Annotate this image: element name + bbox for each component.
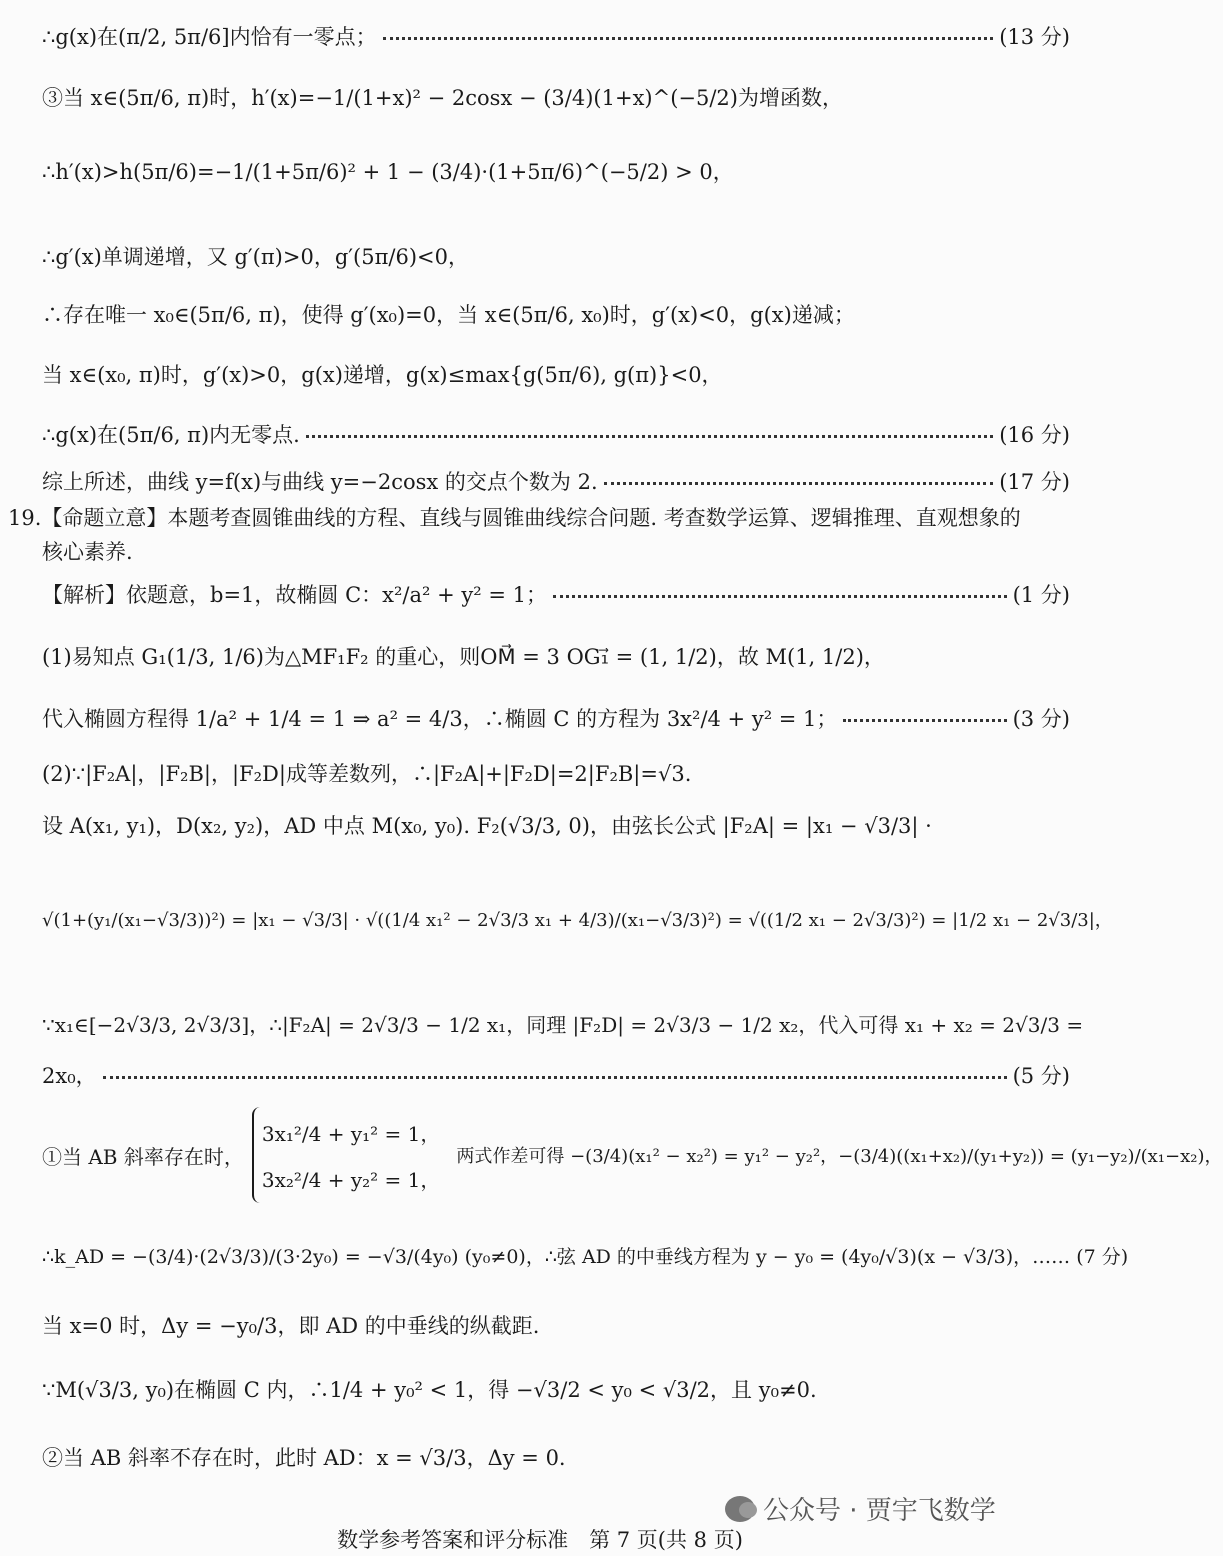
math-text: 核心素养. [42,540,133,564]
solution-line [0,290,1080,338]
score-label: (1 分) [1012,583,1070,607]
problem-header [0,500,1080,534]
solution-line [0,996,1084,1050]
watermark [725,1490,996,1527]
score-label: (3 分) [1012,707,1070,731]
watermark-text: 公众号 · 贾宇飞数学 [763,1496,996,1526]
math-text: 代入椭圆方程得 1/a² + 1/4 = 1 ⇒ a² = 4/3，∴椭圆 C 的方程为 3x²/4 + y² = 1； [42,707,838,731]
equation-system-brace [252,1107,449,1203]
leader-dots [553,595,1007,598]
solution-line [0,464,1080,498]
page-footer: 数学参考答案和评分标准 第 7 页(共 8 页) [337,1528,743,1552]
math-text: ∴g(x)在(π/2, 5π/6]内恰有一零点； [42,25,377,49]
math-text: ∵M(√3/3, y₀)在椭圆 C 内，∴1/4 + y₀² < 1，得 −√3/2 < y₀ < √3/2，且 y₀≠0. [42,1378,817,1402]
solution-line [0,14,1080,58]
math-text: ②当 AB 斜率不存在时，此时 AD：x = √3/3，Δy = 0. [42,1446,566,1470]
math-text: ∴h′(x)>h(5π/6)=−1/(1+5π/6)² + 1 − (3/4)·(1+5π/6)^(−5/2) > 0， [42,160,734,184]
solution-line [0,1228,1129,1282]
leader-dots [306,435,993,438]
score-label: (5 分) [1012,1064,1070,1088]
math-text: ①当 AB 斜率存在时， [42,1144,244,1169]
leader-dots [843,719,1006,722]
wechat-icon [725,1496,755,1522]
solution-line [0,1302,1080,1348]
solution-line [0,232,1080,280]
leader-dots [383,37,994,40]
score-label: …… (7 分) [1032,1245,1129,1268]
score-label: (16 分) [999,423,1070,447]
math-text: √(1+(y₁/(x₁−√3/3))²) = |x₁ − √3/3| · √((1/4 x₁² − 2√3/3 x₁ + 4/3)/(x₁−√3/3)²) = √((1/2 x₁ − 2√3/3)²) = |1/2 x₁ − 2√3/3|， [42,910,1113,931]
solution-line [0,410,1080,458]
math-text: (2)∵|F₂A|，|F₂B|，|F₂D|成等差数列，∴|F₂A|+|F₂D|=2|F₂B|=√3. [42,762,692,786]
math-text: ∴g(x)在(5π/6, π)内无零点. [42,423,300,447]
solution-line [0,632,1080,680]
solution-line [0,1432,1080,1482]
math-text: ∴存在唯一 x₀∈(5π/6, π)，使得 g′(x₀)=0，当 x∈(5π/6, x₀)时，g′(x)<0，g(x)递减； [42,303,855,327]
solution-line [0,1100,1223,1210]
score-label: (13 分) [999,25,1070,49]
score-label: (17 分) [999,470,1070,494]
math-text: 两式作差可得 −(3/4)(x₁² − x₂²) = y₁² − y₂²，−(3/4)((x₁+x₂)/(y₁+y₂)) = (y₁−y₂)/(x₁−x₂)， [456,1146,1223,1167]
solution-line [0,572,1080,616]
solution-line [0,350,1080,398]
math-text: ③当 x∈(5π/6, π)时，h′(x)=−1/(1+x)² − 2cosx − (3/4)(1+x)^(−5/2)为增函数， [42,86,843,110]
leader-dots [103,1076,1007,1079]
solution-line [0,136,1080,206]
math-text: ∵x₁∈[−2√3/3, 2√3/3]，∴|F₂A| = 2√3/3 − 1/2 x₁，同理 |F₂D| = 2√3/3 − 1/2 x₂，代入可得 x₁ + x₂ = 2√3/3 = [42,1012,1084,1037]
solution-line [0,72,1080,122]
math-text: ∴k_AD = −(3/4)·(2√3/3)/(3·2y₀) = −√3/(4y₀) (y₀≠0)，∴弦 AD 的中垂线方程为 y − y₀ = (4y₀/√3)(x − √3/3)， [42,1245,1033,1268]
math-text: 综上所述，曲线 y=f(x)与曲线 y=−2cosx 的交点个数为 2. [42,470,598,494]
solution-line [0,756,1080,790]
math-text: 2x₀， [42,1064,97,1088]
math-text: 当 x∈(x₀, π)时，g′(x)>0，g(x)递增，g(x)≤max{g(5π/6), g(π)}<0， [42,363,723,387]
solution-line [0,800,1080,850]
math-text: (1)易知点 G₁(1/3, 1/6)为△MF₁F₂ 的重心，则OM⃗ = 3 OG₁⃗ = (1, 1/2)，故 M(1, 1/2)， [42,645,885,669]
solution-line [0,1058,1080,1092]
equation-row: 3x₂²/4 + y₂² = 1， [261,1167,441,1192]
math-text: 设 A(x₁, y₁)，D(x₂, y₂)，AD 中点 M(x₀, y₀). F₂(√3/3, 0)，由弦长公式 |F₂A| = |x₁ − √3/3| · [42,814,932,838]
solution-line [0,864,1113,974]
math-text: ∴g′(x)单调递增，又 g′(π)>0，g′(5π/6)<0， [42,245,469,269]
math-text: 19.【命题立意】本题考查圆锥曲线的方程、直线与圆锥曲线综合问题. 考查数学运算、逻辑推理、直观想象的 [8,506,1021,530]
equation-row: 3x₁²/4 + y₁² = 1， [261,1121,441,1146]
math-text: 当 x=0 时，Δy = −y₀/3，即 AD 的中垂线的纵截距. [42,1314,540,1338]
solution-line [0,1364,1080,1414]
solution-line [0,534,1080,568]
solution-line [0,694,1080,742]
leader-dots [604,482,994,485]
math-text: 【解析】依题意，b=1，故椭圆 C：x²/a² + y² = 1； [42,583,547,607]
